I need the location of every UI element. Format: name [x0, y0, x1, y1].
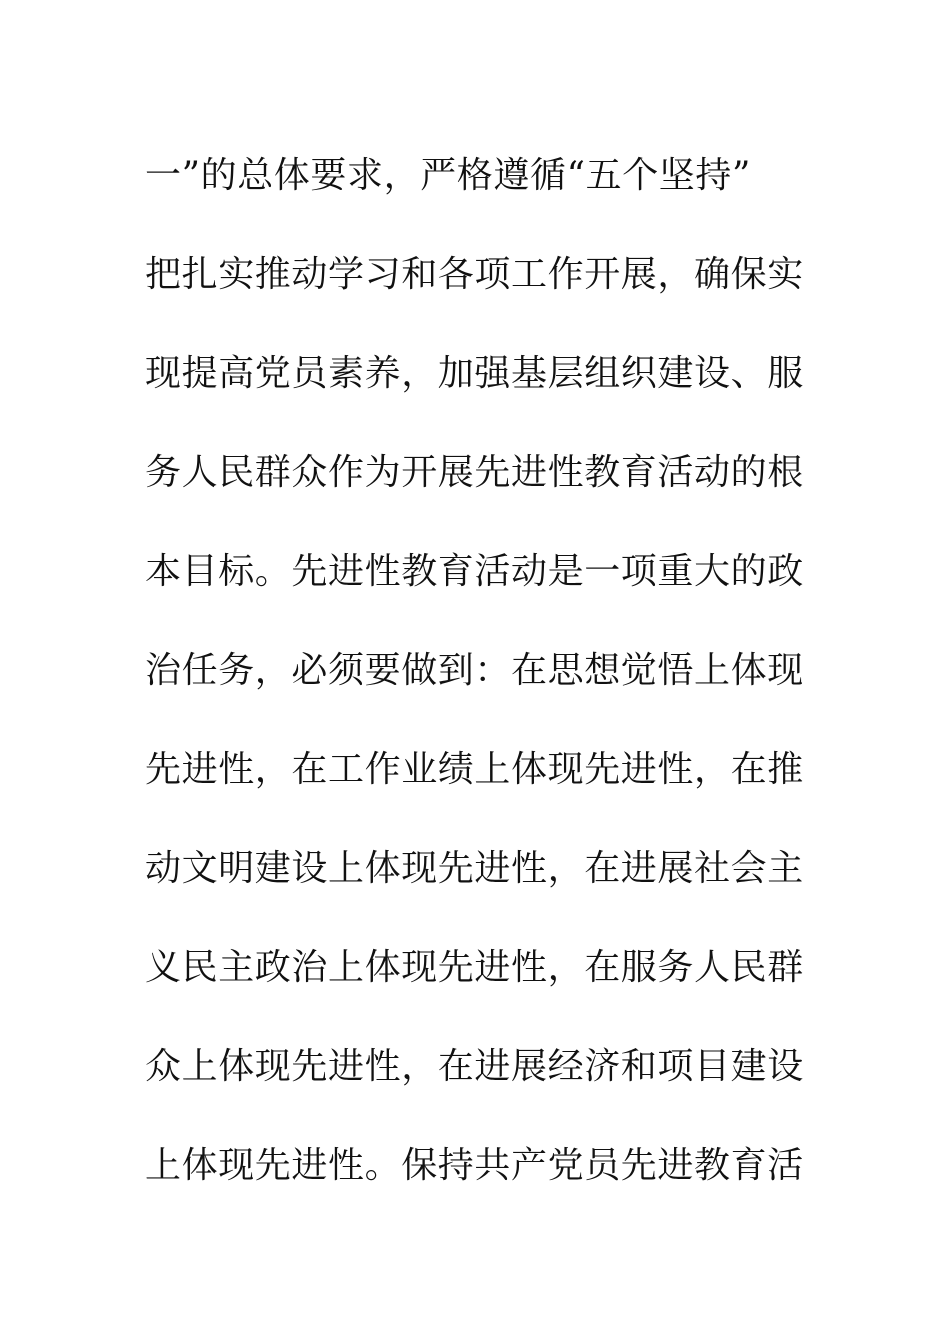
text-line-1: 一”的总体要求，严格遵循“五个坚持”	[145, 155, 752, 196]
text-line-6: 治任务，必须要做到：在思想觉悟上体现	[145, 650, 804, 691]
text-line-8: 动文明建设上体现先进性，在进展社会主	[145, 848, 804, 889]
text-line-3: 现提高党员素养，加强基层组织建设、服	[145, 353, 804, 394]
text-line-7: 先进性，在工作业绩上体现先进性，在推	[145, 749, 804, 790]
text-line-5: 本目标。先进性教育活动是一项重大的政	[145, 551, 804, 592]
text-line-9: 义民主政治上体现先进性，在服务人民群	[145, 947, 804, 988]
text-line-10: 众上体现先进性，在进展经济和项目建设	[145, 1046, 804, 1087]
body-text	[145, 126, 825, 1215]
text-line-11: 上体现先进性。保持共产党员先进教育活	[145, 1145, 804, 1186]
text-line-4: 务人民群众作为开展先进性教育活动的根	[145, 452, 804, 493]
text-line-2: 把扎实推动学习和各项工作开展，确保实	[145, 254, 804, 295]
